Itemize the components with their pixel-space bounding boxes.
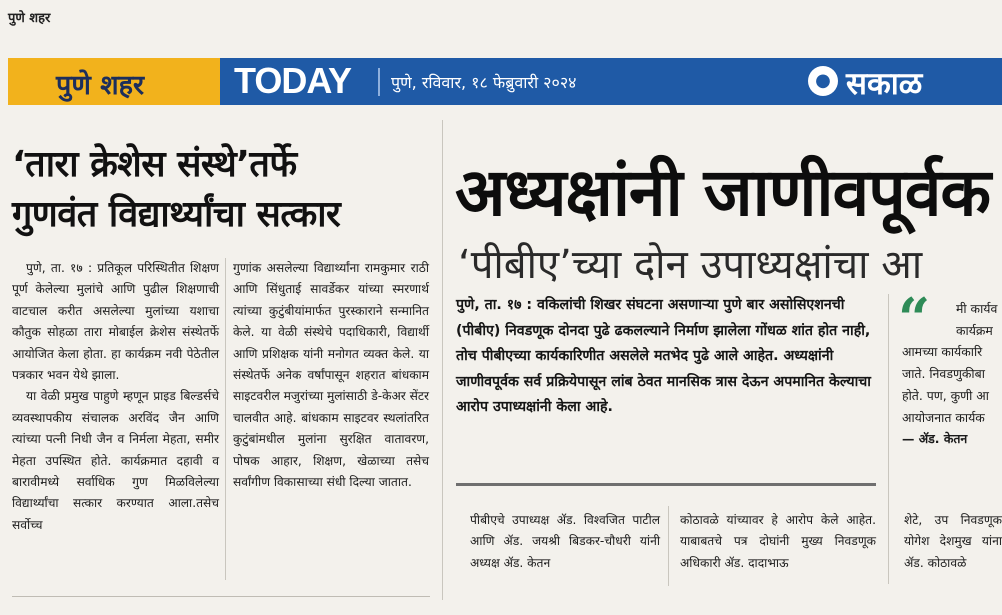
story-divider-rule bbox=[442, 120, 443, 600]
column-rule bbox=[225, 258, 226, 580]
story2-column-a: पीबीएचे उपाध्यक्ष ॲड. विश्वजित पाटील आणि ॲड. जयश्री बिडकर-चौधरी यांनी अध्यक्ष ॲड. केतन bbox=[470, 513, 660, 570]
story2-column-c: शेटे, उप निवडणूक योगेश देशमुख यांना ॲड. कोठावळे bbox=[904, 513, 1002, 570]
quote-mark-icon: “ bbox=[898, 286, 931, 352]
page-section-label: पुणे शहर bbox=[8, 11, 51, 26]
story1-headline-line2: गुणवंत विद्यार्थ्यांचा सत्कार bbox=[12, 194, 341, 235]
quote-line: आयोजनात कार्यक bbox=[902, 409, 985, 425]
story1-paragraph: या वेळी प्रमुख पाहुणे म्हणून प्राइड बिल्डर्सचे व्यवस्थापकीय संचालक अरविंद जैन आणि त्यांच्या पत्नी निधी जैन व निर्मला मेहता, समीर मेहता उपस्थित होते. कार्यक्रमात दहावी व बारावीमध्ये सर्वाधिक गुण मिळविलेल्या विद्यार्थ्यांचा सत्कार करण्यात आला.तसेच सर्वोच्च bbox=[12, 389, 219, 532]
story1-bottom-rule bbox=[12, 596, 430, 597]
quote-line: जाते. निवडणुकीबा bbox=[902, 366, 985, 382]
story2-headline: अध्यक्षांनी जाणीवपूर्वक bbox=[455, 154, 991, 231]
lead-rule bbox=[456, 483, 876, 486]
quote-line: मी कार्यव bbox=[956, 301, 998, 316]
banner-divider bbox=[378, 68, 380, 96]
story1-paragraph: पुणे, ता. १७ : प्रतिकूल परिस्थितीत शिक्षण पूर्ण केलेल्या मुलांचे आणि पुढील शिक्षणाची वाटचाल करीत असलेल्या मुलांच्या यशाचा कौतुक सोहळा तारा मोबाईल क्रेशेस संस्थेतर्फे आयोजित केला होता. हा कार्यक्रम नवी पेठेतील पत्रकार भवन येथे झाला. bbox=[12, 261, 219, 383]
quote-line: कार्यक्रम bbox=[956, 322, 993, 338]
quote-author: — ॲड. केतन bbox=[902, 431, 968, 447]
pull-quote bbox=[902, 298, 1002, 450]
quote-line: आमच्या कार्यकारि bbox=[902, 344, 983, 360]
story2-column-b: कोठावळे यांच्यावर हे आरोप केले आहेत. याबाबतचे पत्र दोघांनी मुख्य निवडणूक अधिकारी ॲड. दादाभाऊ bbox=[680, 513, 876, 570]
section-name: पुणे शहर bbox=[56, 70, 144, 101]
column-rule bbox=[888, 294, 889, 584]
section-name-box bbox=[8, 58, 220, 105]
story1-paragraph: गुणांक असलेल्या विद्यार्थ्यांना रामकुमार राठी आणि सिंधुताई सावर्डेकर यांच्या स्मरणार्थ त्यांच्या कुटुंबीयांमार्फत पुरस्काराने सन्मानित केले. या वेळी संस्थेचे पदाधिकारी, विद्यार्थी आणि प्रशिक्षक यांनी मनोगत व्यक्त केले. या संस्थेतर्फे अनेक वर्षांपासून शहरात बांधकाम साइटवरील मजुरांच्या मुलांसाठी डे-केअर सेंटर चालवीत आहे. बांधकाम साइटवर स्थलांतरित कुटुंबांमधील मुलांना सुरक्षित वातावरण, पोषक आहार, शिक्षण, खेळाच्या तसेच सर्वांगीण विकासाच्या संधी दिल्या जातात. bbox=[233, 261, 430, 490]
column-rule bbox=[668, 506, 669, 586]
sakal-logo-icon: ● bbox=[808, 66, 838, 96]
sakal-logo-text: सकाळ bbox=[846, 66, 923, 102]
story1-headline-line1: ‘तारा क्रेशेस संस्थे’तर्फे bbox=[12, 144, 297, 185]
story2-subheadline: ‘पीबीए’च्या दोन उपाध्यक्षांचा आ bbox=[458, 242, 923, 288]
story1-column1 bbox=[12, 258, 219, 536]
story1-column2 bbox=[233, 258, 429, 493]
story2-lead: पुणे, ता. १७ : वकिलांची शिखर संघटना असणाऱ्या पुणे बार असोसिएशनची (पीबीए) निवडणूक दोनदा पुढे ढकलल्याने निर्माण झालेला गोंधळ शांत होत नाही, तोच पीबीएच्या कार्यकारिणीत असलेले मतभेद पुढे आले आहेत. अध्यक्षांनी जाणीवपूर्वक सर्व प्रक्रियेपासून लांब ठेवत मानसिक त्रास देऊन अपमानित केल्याचा आरोप उपाध्यक्षांनी केला आहे. bbox=[456, 297, 871, 415]
today-brand: TODAY bbox=[234, 60, 352, 101]
masthead-banner bbox=[8, 58, 1002, 105]
quote-line: होते. पण, कुणी आ bbox=[902, 387, 989, 403]
dateline: पुणे, रविवार, १८ फेब्रुवारी २०२४ bbox=[391, 73, 577, 92]
